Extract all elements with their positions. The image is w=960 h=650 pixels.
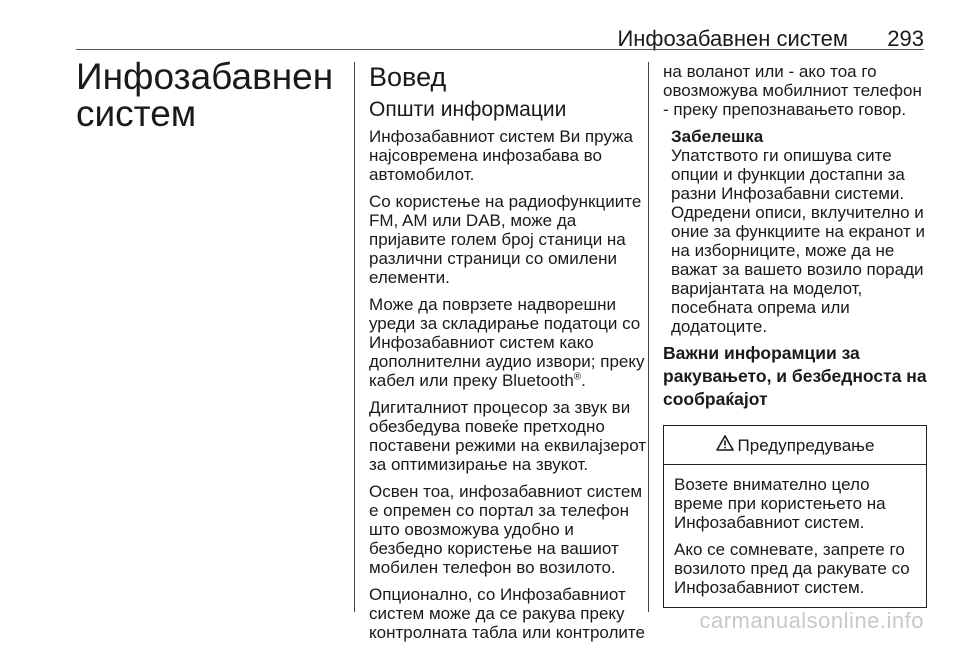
- paragraph: Инфозабавниот систем Ви пружа најсовремена инфозабава во автомобилот.: [369, 127, 633, 184]
- column-divider-2: [648, 62, 649, 612]
- paragraph-end: .: [581, 371, 586, 390]
- warning-paragraph: Ако се сомневате, запрете го возилото пред да ракувате со Инфозабавниот систем.: [674, 540, 910, 597]
- paragraph: Со користење на радиофункциите FM, AM или DAB, може да пријавите голем број станици на различни страници со омилени елементи.: [369, 192, 642, 287]
- registered-mark: ®: [573, 371, 582, 383]
- safety-heading: Важни инфорамции за ракувањето, и безбедноста на сообраќајот: [663, 343, 927, 409]
- text-column-1: [369, 62, 647, 650]
- paragraph: [369, 295, 647, 390]
- paragraph-text: Може да поврзете надворешни уреди за складирање податоци со Инфозабавниот систем како дополнителни аудио извори; преку кабел или преку Bluetooth: [369, 295, 645, 390]
- header-title: Инфозабавнен систем: [617, 26, 848, 51]
- text-column-2: [663, 62, 927, 608]
- chapter-title-line1: Инфозабавнен: [76, 56, 334, 97]
- warning-triangle-icon: [716, 435, 734, 455]
- note-title: Забелешка: [671, 127, 764, 146]
- chapter-title-line2: систем: [76, 93, 197, 134]
- chapter-title: [76, 58, 346, 132]
- note-block: [671, 127, 927, 336]
- subsection-heading: Општи информации: [369, 98, 567, 121]
- page-number: 293: [887, 26, 924, 51]
- header-divider: [76, 49, 924, 50]
- column-divider-1: [354, 62, 355, 612]
- warning-title: Предупредување: [737, 435, 875, 455]
- warning-box: [663, 425, 927, 608]
- warning-header: [664, 426, 926, 465]
- paragraph: Освен тоа, инфозабавниот систем е опремен со портал за телефон што овозможува удобно и безбедно користење на вашиот мобилен телефон во возилото.: [369, 482, 643, 577]
- section-heading: Вовед: [369, 62, 447, 92]
- page-header: [0, 0, 960, 52]
- watermark: carmanualsonline.info: [699, 608, 924, 633]
- paragraph: Опционално, со Инфозабавниот систем може да се ракува преку контролната табла или контролите: [369, 585, 645, 642]
- paragraph-continuation: на воланот или - ако тоа го овозможува мобилниот телефон - преку препознавањето говор.: [663, 62, 922, 119]
- note-text: Упатството ги опишува сите опции и функции достапни за разни Инфозабавни системи. Одредени описи, вклучително и оние за функциите на екранот и на изборниците, може да не важат за вашето возило поради варијантата на моделот, посебната опрема или додатоците.: [671, 146, 925, 336]
- warning-body: [664, 465, 926, 607]
- paragraph: Дигиталниот процесор за звук ви обезбедува повеќе претходно поставени режими на еквилајзерот за оптимизирање на звукот.: [369, 398, 647, 474]
- warning-paragraph: Возете внимателно цело време при користењето на Инфозабавниот систем.: [674, 475, 886, 532]
